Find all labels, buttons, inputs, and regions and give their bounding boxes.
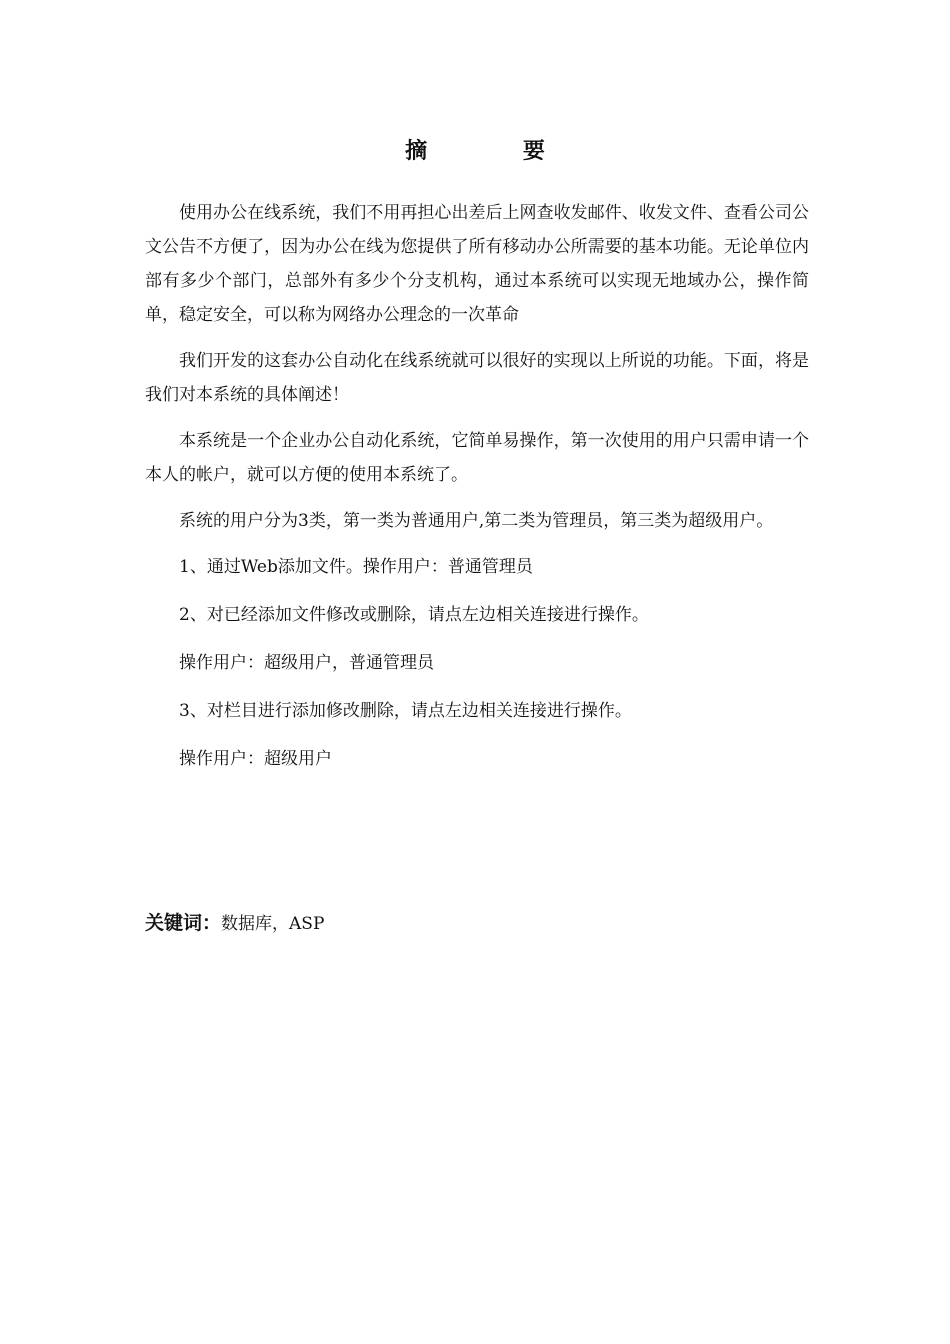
paragraph-system: 本系统是一个企业办公自动化系统，它简单易操作，第一次使用的用户只需申请一个本人的帐户，就可以方便的使用本系统了。 [145,431,809,485]
function-line-2: 2、对已经添加文件修改或删除，请点左边相关连接进行操作。 [179,605,649,625]
function-line-2-users: 操作用户：超级用户，普通管理员 [179,653,434,673]
keywords-label: 关键词： [145,912,222,934]
paragraph-intro: 使用办公在线系统，我们不用再担心出差后上网查收发邮件、收发文件、查看公司公文公告不方便了，因为办公在线为您提供了所有移动办公所需要的基本功能。无论单位内部有多少个部门，总部外有多少个分支机构，通过本系统可以实现无地域办公，操作简单，稳定安全，可以称为网络办公理念的一次革命 [145,203,809,325]
keywords [145,906,324,941]
paragraph-overview: 我们开发的这套办公自动化在线系统就可以很好的实现以上所说的功能。下面，将是我们对本系统的具体阐述！ [145,351,809,405]
function-line-3: 3、对栏目进行添加修改删除，请点左边相关连接进行操作。 [179,701,632,721]
function-line-1: 1、通过Web添加文件。操作用户：普通管理员 [179,557,533,577]
paragraph-users: 系统的用户分为3类，第一类为普通用户,第二类为管理员，第三类为超级用户。 [179,511,774,531]
keywords-value: 数据库，ASP [221,914,325,934]
function-line-3-users: 操作用户：超级用户 [179,749,332,769]
page-title: 摘 要 [405,139,589,164]
abstract-body [145,196,809,790]
